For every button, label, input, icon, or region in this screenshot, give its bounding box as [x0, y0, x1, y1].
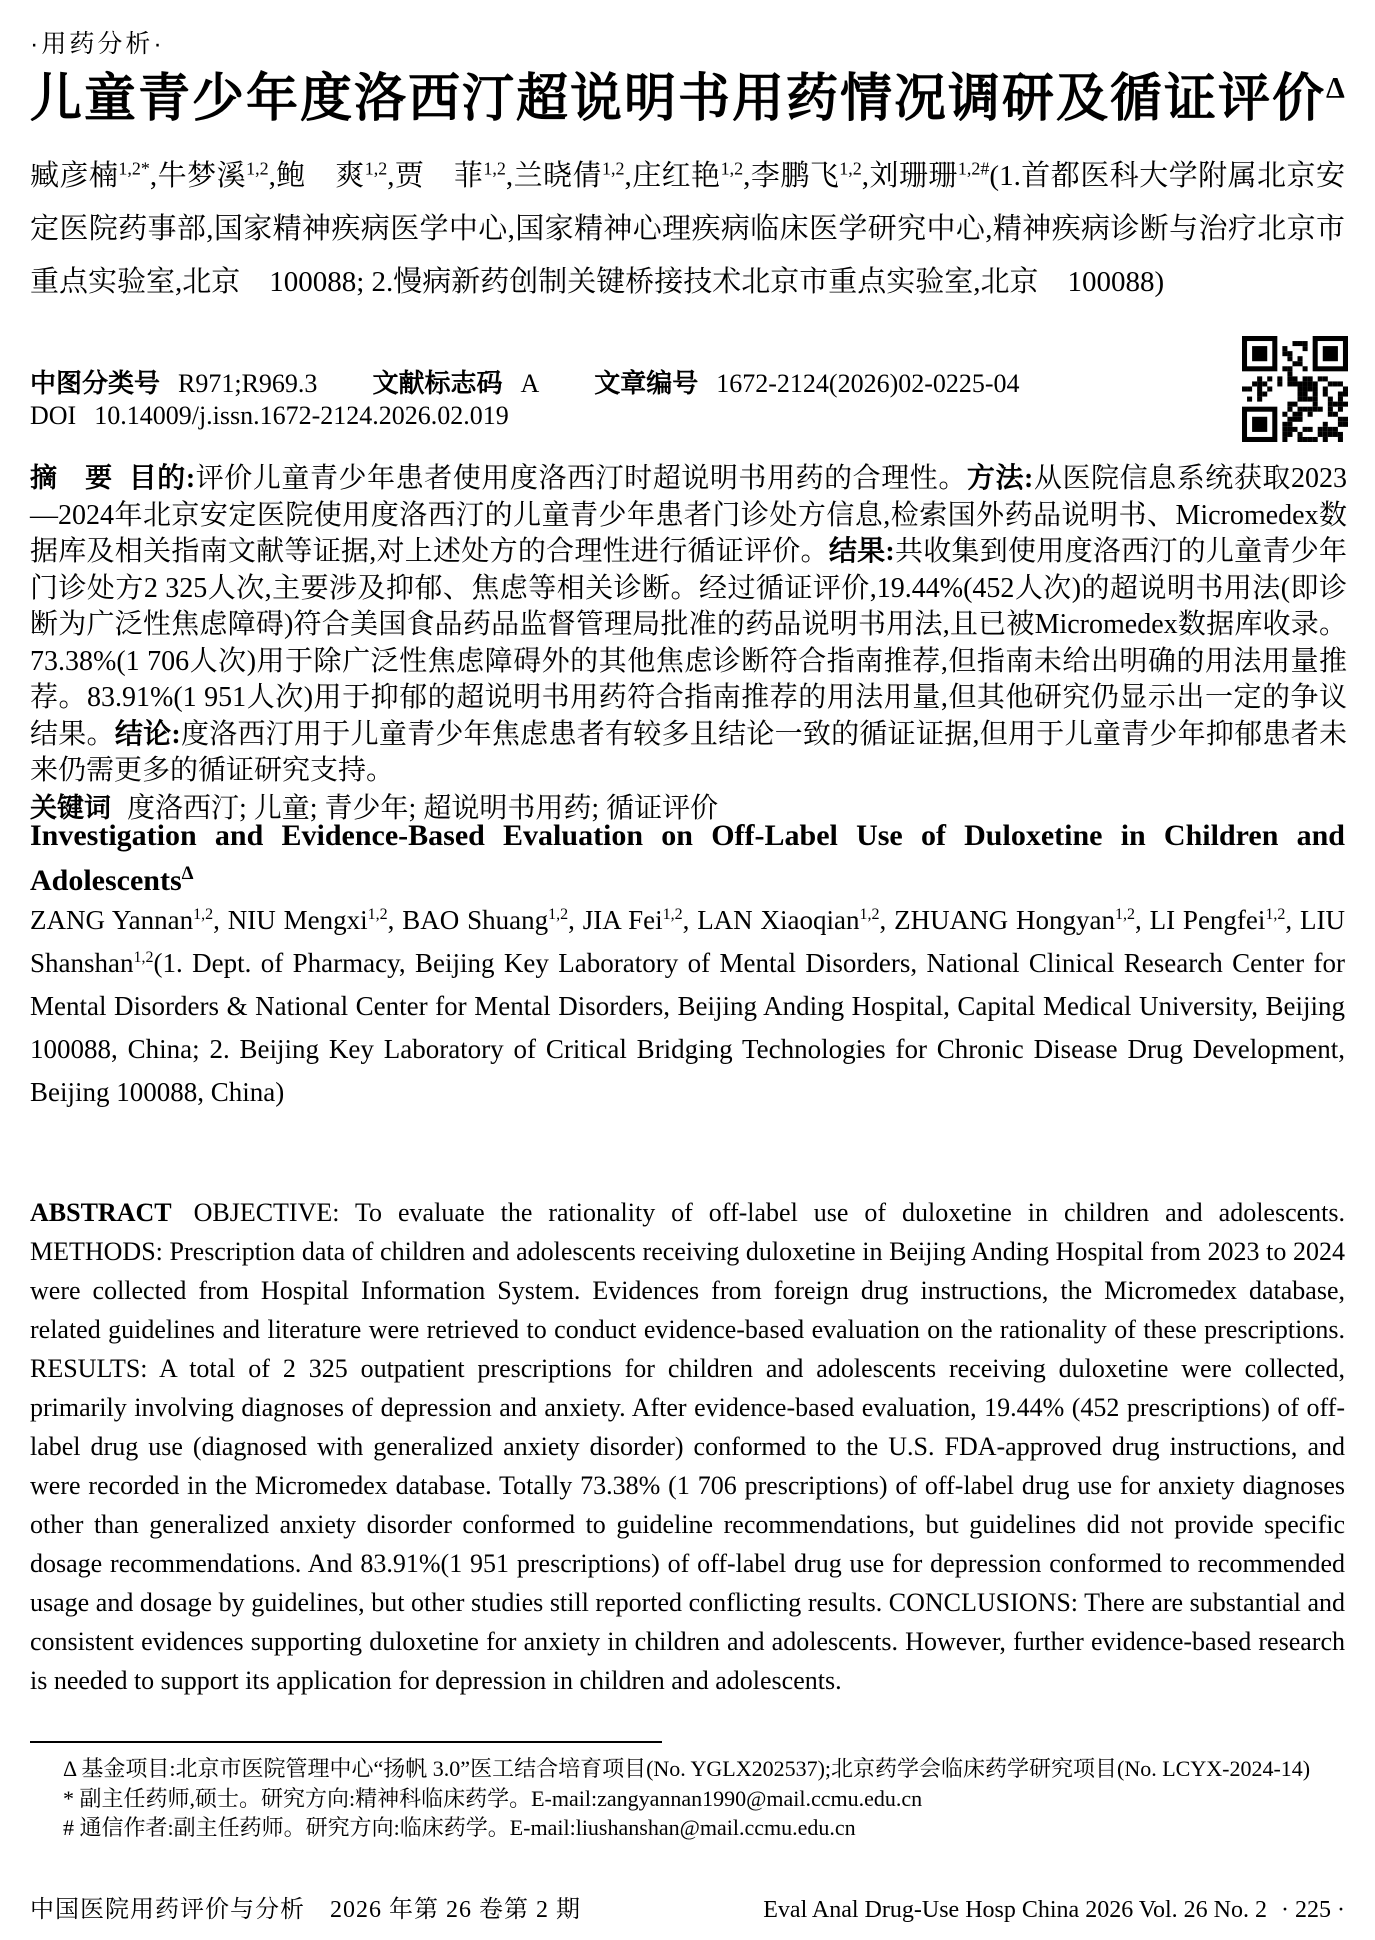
clc-label: 中图分类号 — [30, 368, 161, 398]
abstract-en-label: ABSTRACT — [30, 1198, 172, 1227]
doi-value: 10.14009/j.issn.1672-2124.2026.02.019 — [94, 401, 509, 430]
keywords-text: 度洛西汀; 儿童; 青少年; 超说明书用药; 循证评价 — [127, 792, 719, 824]
article-title-cn — [30, 56, 1345, 131]
qr-code-icon — [1242, 336, 1348, 442]
column-section-label: ·用药分析· — [30, 30, 165, 58]
page-number: · 225 · — [1281, 1897, 1345, 1923]
doc-code-label: 文献标志码 — [372, 368, 503, 398]
journal-citation-text: Eval Anal Drug-Use Hosp China 2026 Vol. 26 No. 2 — [763, 1897, 1268, 1923]
footnote-separator — [30, 1741, 662, 1743]
page-footer — [30, 1889, 1345, 1924]
footnotes — [30, 1754, 1345, 1843]
article-title-en — [30, 813, 1345, 903]
doi-label: DOI — [30, 401, 77, 430]
article-title-cn-text: 儿童青少年度洛西汀超说明书用药情况调研及循证评价 — [30, 71, 1327, 128]
authors-cn: 臧彦楠$^{1,2*}$,牛梦溪$^{1,2}$,鲍 爽$^{1,2}$,贾 菲$^{1,2}$,兰晓倩$^{1,2}$,庄红艳$^{1,2}$,李鹏飞$^{1,2}$,刘珊珊$^{1,2\#}$(1.首都医科大学附属北京安定医院药事部,国家精神疾病医学中心,国家精神心理疾病临床医学研究中心,精神疾病诊断与治疗北京市重点实验室,北京 100088; 2.慢病新药创制关键桥接技术北京市重点实验室,北京 100088) — [30, 158, 1345, 298]
abstract-cn-label: 摘 要 — [30, 463, 113, 493]
keywords-label: 关键词 — [30, 792, 111, 823]
footnote-fund-project: Δ 基金项目:北京市医院管理中心“扬帆 3.0”医工结合培育项目(No. YGLX202537);北京药学会临床药学研究项目(No. LCYX-2024-14) — [63, 1756, 1311, 1781]
doc-code-value: A — [520, 369, 540, 398]
article-id-label: 文章编号 — [594, 368, 699, 398]
journal-title-cn: 中国医院用药评价与分析 2026 年第 26 卷第 2 期 — [30, 1897, 581, 1923]
abstract-en — [30, 1193, 1345, 1700]
doi-row — [30, 401, 509, 431]
meta-row — [30, 363, 1020, 400]
journal-citation-en — [763, 1897, 1345, 1924]
abstract-cn-text: 目的:评价儿童青少年患者使用度洛西汀时超说明书用药的合理性。方法:从医院信息系统获取2023—2024年北京安定医院使用度洛西汀的儿童青少年患者门诊处方信息,检索国外药品说明书、Micromedex数据库及相关指南文献等证据,对上述处方的合理性进行循证评价。结果:共收集到使用度洛西汀的儿童青少年门诊处方2 325人次,主要涉及抑郁、焦虑等相关诊断。经过循证评价,19.44%(452人次)的超说明书用法(即诊断为广泛性焦虑障碍)符合美国食品药品监督管理局批准的药品说明书用法,且已被Micromedex数据库收录。73.38%(1 706人次)用于除广泛性焦虑障碍外的其他焦虑诊断符合指南推荐,但指南未给出明确的用法用量推荐。83.91%(1 951人次)用于抑郁的超说明书用药符合指南推荐的用法用量,但其他研究仍显示出一定的争议结果。结论:度洛西汀用于儿童青少年焦虑患者有较多且结论一致的循证证据,但用于儿童青少年抑郁患者未来仍需更多的循证研究支持。 — [30, 463, 1347, 786]
chinese-abstract-block — [30, 460, 1347, 827]
footnote-corresponding-author: # 通信作者:副主任药师。研究方向:临床药学。E-mail:liushanshan@mail.ccmu.edu.cn — [63, 1815, 856, 1840]
title-footnote-marker: Δ — [1326, 71, 1347, 105]
article-title-en-text: Investigation and Evidence-Based Evaluation on Off-Label Use of Duloxetine in Children and Adolescents — [30, 819, 1345, 897]
abstract-en-text: OBJECTIVE: To evaluate the rationality of off-label use of duloxetine in children and adolescents. METHODS: Prescription data of children and adolescents receiving duloxetine in Beijing Anding Hospital from 2023 to 2024 were collected from Hospital Information System. Evidences from foreign drug instructions, the Micromedex database, related guidelines and literature were retrieved to conduct evidence-based evaluation on the rationality of these prescriptions. RESULTS: A total of 2 325 outpatient prescriptions for children and adolescents receiving duloxetine were collected, primarily involving diagnoses of depression and anxiety. After evidence-based evaluation, 19.44% (452 prescriptions) of off-label drug use (diagnosed with generalized anxiety disorder) conformed to the U.S. FDA-approved drug instructions, and were recorded in the Micromedex database. Totally 73.38% (1 706 prescriptions) of off-label drug use for anxiety diagnoses other than generalized anxiety disorder conformed to guideline recommendations, but guidelines did not provide specific dosage recommendations. And 83.91%(1 951 prescriptions) of off-label drug use for depression conformed to recommended usage and dosage by guidelines, but other studies still reported conflicting results. CONCLUSIONS: There are substantial and consistent evidences supporting duloxetine for anxiety in children and adolescents. However, further evidence-based research is needed to support its application for depression in children and adolescents. — [30, 1198, 1345, 1695]
footnote-first-author: * 副主任药师,硕士。研究方向:精神科临床药学。E-mail:zangyannan1990@mail.ccmu.edu.cn — [63, 1785, 923, 1811]
article-id-value: 1672-2124(2026)02-0225-04 — [716, 369, 1020, 398]
authors-en: ZANG Yannan$^{1,2}$, NIU Mengxi$^{1,2}$, BAO Shuang$^{1,2}$, JIA Fei$^{1,2}$, LAN Xiaoqian$^{1,2}$, ZHUANG Hongyan$^{1,2}$, LI Pengfei$^{1,2}$, LIU Shanshan$^{1,2}$(1. Dept. of Pharmacy, Beijing Key Laboratory of Mental Disorders, National Clinical Research Center for Mental Disorders & National Center for Mental Disorders, Beijing Anding Hospital, Capital Medical University, Beijing 100088, China; 2. Beijing Key Laboratory of Critical Bridging Technologies for Chronic Disease Drug Development, Beijing 100088, China) — [30, 905, 1346, 1107]
clc-value: R971;R969.3 — [178, 369, 318, 398]
title-en-footnote-marker: Δ — [181, 863, 194, 884]
abstract-cn — [30, 460, 1347, 790]
